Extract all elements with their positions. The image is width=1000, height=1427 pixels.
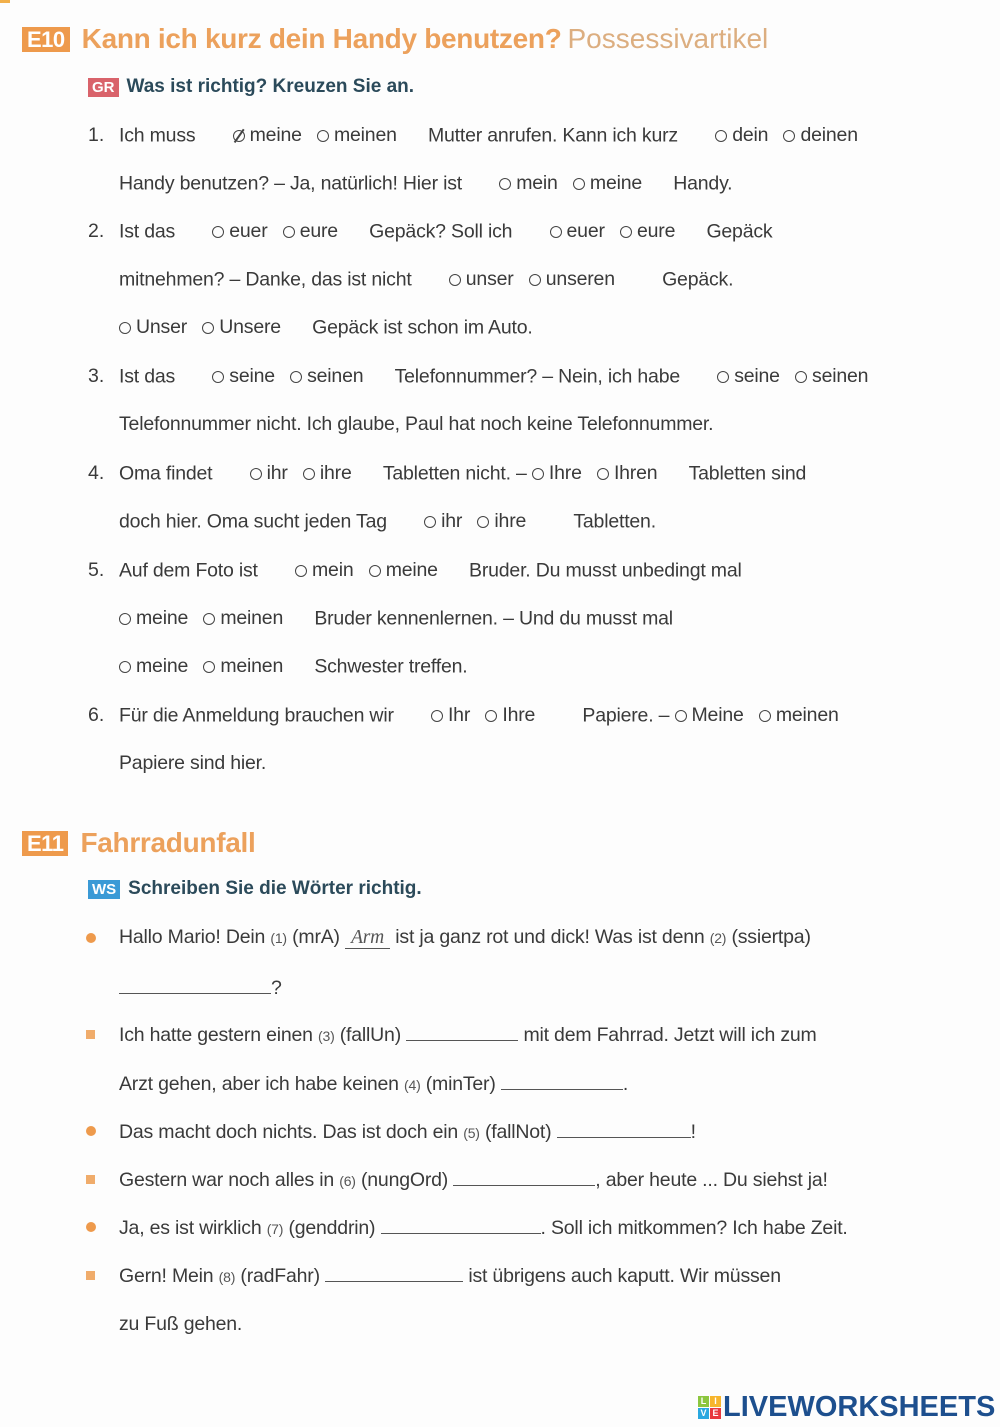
e10-task-instruction [88,76,414,98]
scrambled-word: (fallUn) [339,1024,401,1046]
gap-number: (1) [270,930,287,946]
option-Meine[interactable]: Meine [675,704,744,727]
scrambled-word: (mrA) [292,926,340,948]
radio-icon[interactable] [717,371,729,383]
answer-field-6[interactable] [453,1167,595,1186]
gap-number: (5) [463,1125,480,1141]
sentence-text: Schwester treffen. [314,655,468,678]
sentence-text: Ist das [119,365,176,388]
speaker-square-icon [86,1175,95,1184]
sentence-text: Ist das [119,220,176,243]
option-Unser[interactable]: Unser [119,316,187,339]
option-meine[interactable]: meine [369,559,438,582]
radio-icon[interactable] [212,371,224,383]
exercise-title: Fahrradunfall [80,827,256,858]
sentence-text: Oma findet [119,462,213,485]
sentence-text: Tabletten sind [688,462,807,485]
sentence-text: Gepäck? Soll ich [369,220,513,243]
item-2-line-1 [119,220,772,244]
gap-number: (6) [339,1173,356,1189]
radio-icon[interactable] [317,130,329,142]
radio-icon[interactable] [119,661,131,673]
sentence-text: Bruder kennenlernen. – Und du musst mal [314,607,673,630]
option-meine[interactable]: meine [119,607,188,630]
sentence-text: Gepäck ist schon im Auto. [312,316,533,339]
option-ihr[interactable]: ihr [250,462,288,485]
gap-number: (7) [266,1221,284,1237]
gap-number: (3) [318,1028,335,1044]
option-euer[interactable]: euer [212,220,267,243]
option-deinen[interactable]: deinen [783,124,857,147]
dialogue-6-line-2: zu Fuß gehen. [119,1313,243,1335]
option-seinen[interactable]: seinen [290,365,363,388]
radio-icon[interactable] [369,565,381,577]
dialogue-4-line-1: Gestern war noch alles in (6) (nungOrd) , aber heute ... Du siehst ja! [119,1169,828,1191]
option-seine[interactable]: seine [717,365,780,388]
exercise-badge: E11 [22,831,68,856]
radio-icon[interactable] [303,468,315,480]
radio-icon[interactable] [573,178,585,190]
dialogue-6-line-1: Gern! Mein (8) (radFahr) ist übrigens auch kaputt. Wir müssen [119,1265,781,1287]
dialogue-3-line-1: Das macht doch nichts. Das ist doch ein (5) (fallNot) ! [119,1121,696,1143]
exercise-badge: E10 [22,27,70,52]
option-Ihre[interactable]: Ihre [532,462,582,485]
radio-icon[interactable] [477,516,489,528]
radio-icon[interactable] [212,226,224,238]
item-2-line-2 [119,268,733,292]
task-text: Schreiben Sie die Wörter richtig. [128,878,422,899]
radio-icon[interactable] [620,226,632,238]
option-Ihren[interactable]: Ihren [597,462,657,485]
speaker-square-icon [86,1271,95,1280]
option-meine[interactable]: meine [573,172,642,195]
wortschatz-badge: WS [88,880,120,899]
radio-icon[interactable] [499,178,511,190]
option-meinen[interactable]: meinen [203,607,283,630]
sentence-text: Ich muss [119,124,196,147]
radio-icon[interactable] [597,468,609,480]
item-5-line-3 [119,655,468,679]
option-meine[interactable]: meine [233,124,302,147]
item-6-line-1 [119,704,849,728]
answer-field-1[interactable]: Arm [345,928,390,949]
item-3-line-1 [119,365,878,389]
radio-icon[interactable] [550,226,562,238]
option-dein[interactable]: dein [715,124,768,147]
sentence-text: Telefonnummer? – Nein, ich habe [394,365,680,388]
speaker-dot-icon [86,1222,96,1232]
live-grid-icon: L I V E [698,1396,721,1419]
e11-task-instruction [88,878,422,900]
sentence-text: Bruder. Du musst unbedingt mal [469,559,742,582]
dialogue-1-line-2: ? [119,975,282,1000]
exercise-subtitle: Possessivartikel [567,23,769,54]
radio-icon[interactable] [795,371,807,383]
item-number: 1. [88,124,105,146]
radio-icon[interactable] [759,710,771,722]
option-euer[interactable]: euer [550,220,605,243]
option-Unsere[interactable]: Unsere [202,316,281,339]
item-5-line-1 [119,559,742,583]
radio-icon[interactable] [295,565,307,577]
radio-icon[interactable] [424,516,436,528]
logo-text: LIVEWORKSHEETS [723,1391,996,1423]
radio-icon[interactable] [485,710,497,722]
item-number: 2. [88,220,105,242]
radio-icon[interactable] [119,322,131,334]
dialogue-2-line-1: Ich hatte gestern einen (3) (fallUn) mit dem Fahrrad. Jetzt will ich zum [119,1024,817,1046]
radio-icon[interactable] [283,226,295,238]
item-4-line-1 [119,462,806,486]
task-text: Was ist richtig? Kreuzen Sie an. [126,76,415,97]
answer-field-5[interactable] [557,1119,691,1138]
scrambled-word: (radFahr) [240,1265,320,1287]
sentence-text: Handy. [673,172,733,195]
item-4-line-2 [119,510,656,534]
corner-mark [0,0,10,3]
radio-icon[interactable] [783,130,795,142]
scrambled-word: (nungOrd) [360,1169,449,1191]
radio-icon[interactable] [250,468,262,480]
sentence-text: Gepäck [706,220,773,243]
sentence-text: doch hier. Oma sucht jeden Tag [119,510,387,533]
option-seine[interactable]: seine [212,365,275,388]
exercise-title: Kann ich kurz dein Handy benutzen? [81,23,562,54]
option-mein[interactable]: mein [295,559,353,582]
sentence-text: Tabletten. [573,510,656,533]
scrambled-word: (minTer) [425,1073,496,1095]
checked-radio-icon[interactable] [233,130,245,142]
answer-field-7[interactable] [381,1215,541,1234]
item-number: 4. [88,462,105,484]
sentence-text: Auf dem Foto ist [119,559,258,582]
option-unser[interactable]: unser [449,268,514,291]
radio-icon[interactable] [290,371,302,383]
gap-number: (8) [218,1269,236,1285]
option-ihr[interactable]: ihr [424,510,462,533]
item-6-line-2 [119,752,266,775]
speaker-dot-icon [86,933,96,943]
item-2-line-3 [119,316,533,340]
exercise-e10-header [22,23,768,55]
answer-field-8[interactable] [325,1263,463,1282]
speaker-square-icon [86,1030,95,1039]
radio-icon[interactable] [203,613,215,625]
exercise-e11-header [22,827,255,859]
option-meinen[interactable]: meinen [203,655,283,678]
item-3-line-2 [119,413,713,436]
item-5-line-2 [119,607,673,631]
speaker-dot-icon [86,1126,96,1136]
radio-icon[interactable] [532,468,544,480]
radio-icon[interactable] [715,130,727,142]
item-number: 6. [88,704,105,726]
option-eure[interactable]: eure [620,220,675,243]
option-meinen[interactable]: meinen [759,704,839,727]
dialogue-5-line-1: Ja, es ist wirklich (7) (genddrin) . Soll ich mitkommen? Ich habe Zeit. [119,1217,848,1239]
scrambled-word: (fallNot) [484,1121,552,1143]
item-number: 5. [88,559,105,581]
answer-field-4[interactable] [501,1071,623,1090]
gap-number: (4) [404,1077,421,1093]
answer-field-3[interactable] [406,1022,518,1041]
radio-icon[interactable] [202,322,214,334]
option-meinen[interactable]: meinen [317,124,397,147]
sentence-text: Telefonnummer nicht. Ich glaube, Paul hat noch keine Telefonnummer. [119,413,714,435]
option-ihre[interactable]: ihre [303,462,352,485]
scrambled-word: (ssiertpa) [731,926,811,948]
item-number: 3. [88,365,105,387]
sentence-text: Für die Anmeldung brauchen wir [119,704,394,727]
item-1-line-2 [119,172,732,196]
dialogue-2-line-2: Arzt gehen, aber ich habe keinen (4) (minTer) . [119,1073,629,1095]
sentence-text: Papiere sind hier. [119,752,267,774]
dialogue-1-line-1: Hallo Mario! Dein (1) (mrA) Arm ist ja ganz rot und dick! Was ist denn (2) (ssiertpa) [119,926,811,948]
option-Ihr[interactable]: Ihr [431,704,470,727]
scrambled-word: (genddrin) [288,1217,376,1239]
radio-icon[interactable] [529,274,541,286]
sentence-text: Tabletten nicht. – [382,462,527,485]
sentence-text: Gepäck. [662,268,734,291]
radio-icon[interactable] [449,274,461,286]
liveworksheets-logo [698,1393,995,1422]
radio-icon[interactable] [431,710,443,722]
sentence-text: Mutter anrufen. Kann ich kurz [427,124,678,147]
grammar-badge: GR [88,78,119,97]
sentence-text: Handy benutzen? – Ja, natürlich! Hier ist [119,172,462,195]
option-mein[interactable]: mein [499,172,557,195]
radio-icon[interactable] [119,613,131,625]
sentence-text: Papiere. – [582,704,670,727]
option-seinen[interactable]: seinen [795,365,868,388]
option-unseren[interactable]: unseren [529,268,615,291]
item-1-line-1 [119,124,868,148]
option-eure[interactable]: eure [283,220,338,243]
answer-field-2[interactable] [119,975,271,994]
option-meine[interactable]: meine [119,655,188,678]
option-ihre[interactable]: ihre [477,510,526,533]
radio-icon[interactable] [675,710,687,722]
option-Ihre[interactable]: Ihre [485,704,535,727]
radio-icon[interactable] [203,661,215,673]
gap-number: (2) [709,930,727,946]
sentence-text: mitnehmen? – Danke, das ist nicht [119,268,412,291]
